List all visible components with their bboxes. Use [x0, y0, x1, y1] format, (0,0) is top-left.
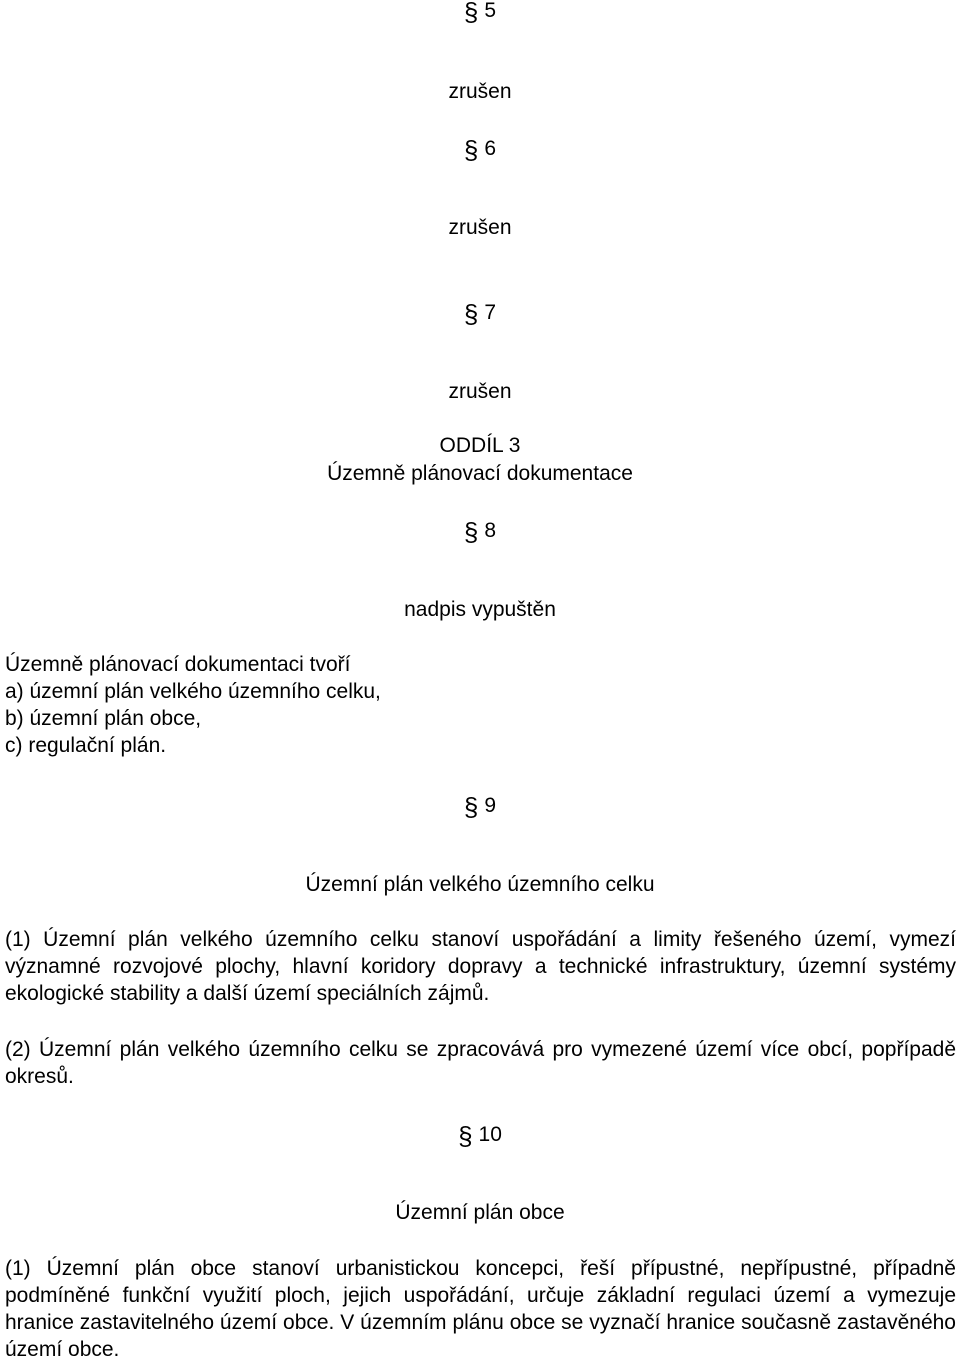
section-sign: § [463, 299, 479, 329]
section-sign: § [463, 792, 479, 822]
section-sign: § [458, 1121, 473, 1151]
part-label: ODDÍL 3 [439, 434, 521, 457]
section-number: 5 [484, 0, 497, 22]
part-title: Územně plánovací dokumentace [327, 462, 633, 485]
section-6-heading [0, 134, 960, 165]
body-line: c) regulační plán. [5, 734, 167, 757]
section-8-heading [0, 516, 960, 547]
section-6-text: zrušen [448, 216, 512, 239]
section-8-body [5, 651, 381, 759]
section-10-heading [0, 1120, 960, 1151]
section-9-title: Územní plán velkého územního celku [305, 873, 655, 896]
section-sign: § [463, 0, 479, 27]
section-7-heading [0, 298, 960, 329]
body-line: b) územní plán obce, [5, 707, 202, 730]
body-line: a) územní plán velkého územního celku, [5, 680, 381, 703]
section-number: 6 [484, 137, 497, 160]
section-10-title: Územní plán obce [395, 1201, 565, 1224]
section-9-heading [0, 791, 960, 822]
section-9-paragraph-2: (2) Územní plán velkého územního celku se zpracovává pro vymezené území více obcí, popřípadě okresů. [5, 1038, 956, 1088]
section-number: 9 [484, 794, 497, 817]
section-5-heading [0, 0, 960, 27]
section-sign: § [463, 135, 479, 165]
section-number: 7 [484, 301, 497, 324]
section-number: 10 [478, 1123, 502, 1146]
body-line: Územně plánovací dokumentaci tvoří [5, 653, 351, 676]
section-number: 8 [484, 519, 497, 542]
section-7-text: zrušen [448, 380, 512, 403]
section-8-title: nadpis vypuštěn [404, 598, 556, 621]
section-sign: § [463, 517, 479, 547]
section-5-text: zrušen [448, 80, 512, 103]
section-9-paragraph-1: (1) Územní plán velkého územního celku stanoví uspořádání a limity řešeného území, vymezí významné rozvojové plochy, hlavní koridory dopravy a technické infrastruktury, územní systémy ekologické stability a další území speciálních zájmů. [5, 928, 956, 1005]
section-10-paragraph-1: (1) Územní plán obce stanoví urbanistickou koncepci, řeší přípustné, nepřípustné, případně podmíněné funkční využití ploch, jejich uspořádání, určuje základní regulaci území a vymezuje hranice zastavitelného území obce. V územním plánu obce se vyznačí hranice současně zastavěného území obce. [5, 1257, 956, 1361]
